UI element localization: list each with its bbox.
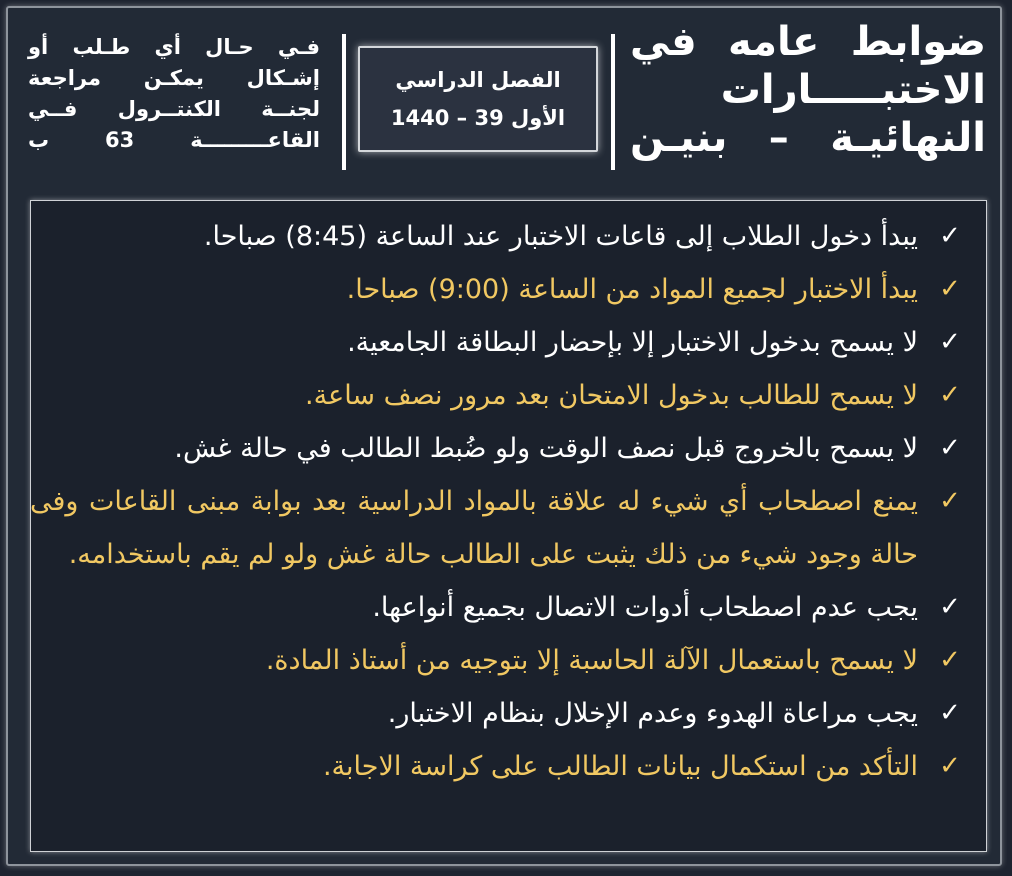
rule-text: لا يسمح باستعمال الآلة الحاسبة إلا بتوجيه من أستاذ المادة.	[265, 645, 918, 676]
contact-line: القاعـــــــــة 63 ب	[28, 128, 320, 152]
check-icon: ✓	[939, 698, 961, 728]
rule-item	[30, 475, 970, 581]
rule-text: يمنع اصطحاب أي شيء له علاقة بالمواد الدراسية بعد بوابة مبنى القاعات وفى حالة وجود شيء من ذلك يثبت على الطالب حالة غش ولو لم يقم باستخدامه.	[30, 486, 918, 570]
rule-item	[30, 316, 970, 369]
contact-line: إشـكال يمكـن مراجعة	[28, 66, 320, 90]
rule-item	[30, 210, 970, 263]
rule-item	[30, 687, 970, 740]
title-line: ضوابط عامه في	[630, 19, 986, 65]
check-icon: ✓	[939, 751, 961, 781]
rule-text: يبدأ دخول الطلاب إلى قاعات الاختبار عند الساعة (8:45) صباحا.	[203, 221, 918, 252]
semester-line: الفصل الدراسي	[395, 68, 561, 92]
title-line: الاختبـــــارات	[720, 67, 986, 113]
check-icon: ✓	[939, 645, 961, 675]
page-title	[630, 18, 986, 162]
check-icon: ✓	[939, 327, 961, 357]
title-line: النهائيـة – بنيـن	[630, 115, 986, 161]
header	[0, 0, 1012, 195]
contact-line: لجنــة الكنتــرول فــي	[28, 97, 320, 121]
header-divider	[342, 34, 346, 170]
check-icon: ✓	[939, 221, 961, 251]
rule-item	[30, 634, 970, 687]
semester-year: الأول 39 – 1440	[390, 106, 566, 130]
rule-text: يجب عدم اصطحاب أدوات الاتصال بجميع أنواعها.	[372, 592, 918, 623]
check-icon: ✓	[939, 592, 961, 622]
rule-item	[30, 581, 970, 634]
contact-line: فـي حـال أي طـلب أو	[28, 35, 320, 59]
check-icon: ✓	[939, 433, 961, 463]
rule-text: يجب مراعاة الهدوء وعدم الإخلال بنظام الاختبار.	[387, 698, 918, 729]
rule-item	[30, 740, 970, 793]
contact-note	[28, 32, 320, 156]
check-icon: ✓	[939, 274, 961, 304]
semester-badge	[358, 46, 598, 152]
check-icon: ✓	[939, 380, 961, 410]
rule-item	[30, 369, 970, 422]
header-divider	[611, 34, 615, 170]
rule-text: لا يسمح بالخروج قبل نصف الوقت ولو ضُبط الطالب في حالة غش.	[174, 433, 918, 464]
rules-list	[30, 210, 970, 793]
rule-text: لا يسمح للطالب بدخول الامتحان بعد مرور نصف ساعة.	[305, 380, 918, 411]
rule-text: التأكد من استكمال بيانات الطالب على كراسة الاجابة.	[322, 751, 918, 782]
check-icon: ✓	[939, 486, 961, 516]
rule-item	[30, 263, 970, 316]
rule-text: لا يسمح بدخول الاختبار إلا بإحضار البطاقة الجامعية.	[347, 327, 918, 358]
rule-text: يبدأ الاختبار لجميع المواد من الساعة (9:00) صباحا.	[346, 274, 918, 305]
rule-item	[30, 422, 970, 475]
